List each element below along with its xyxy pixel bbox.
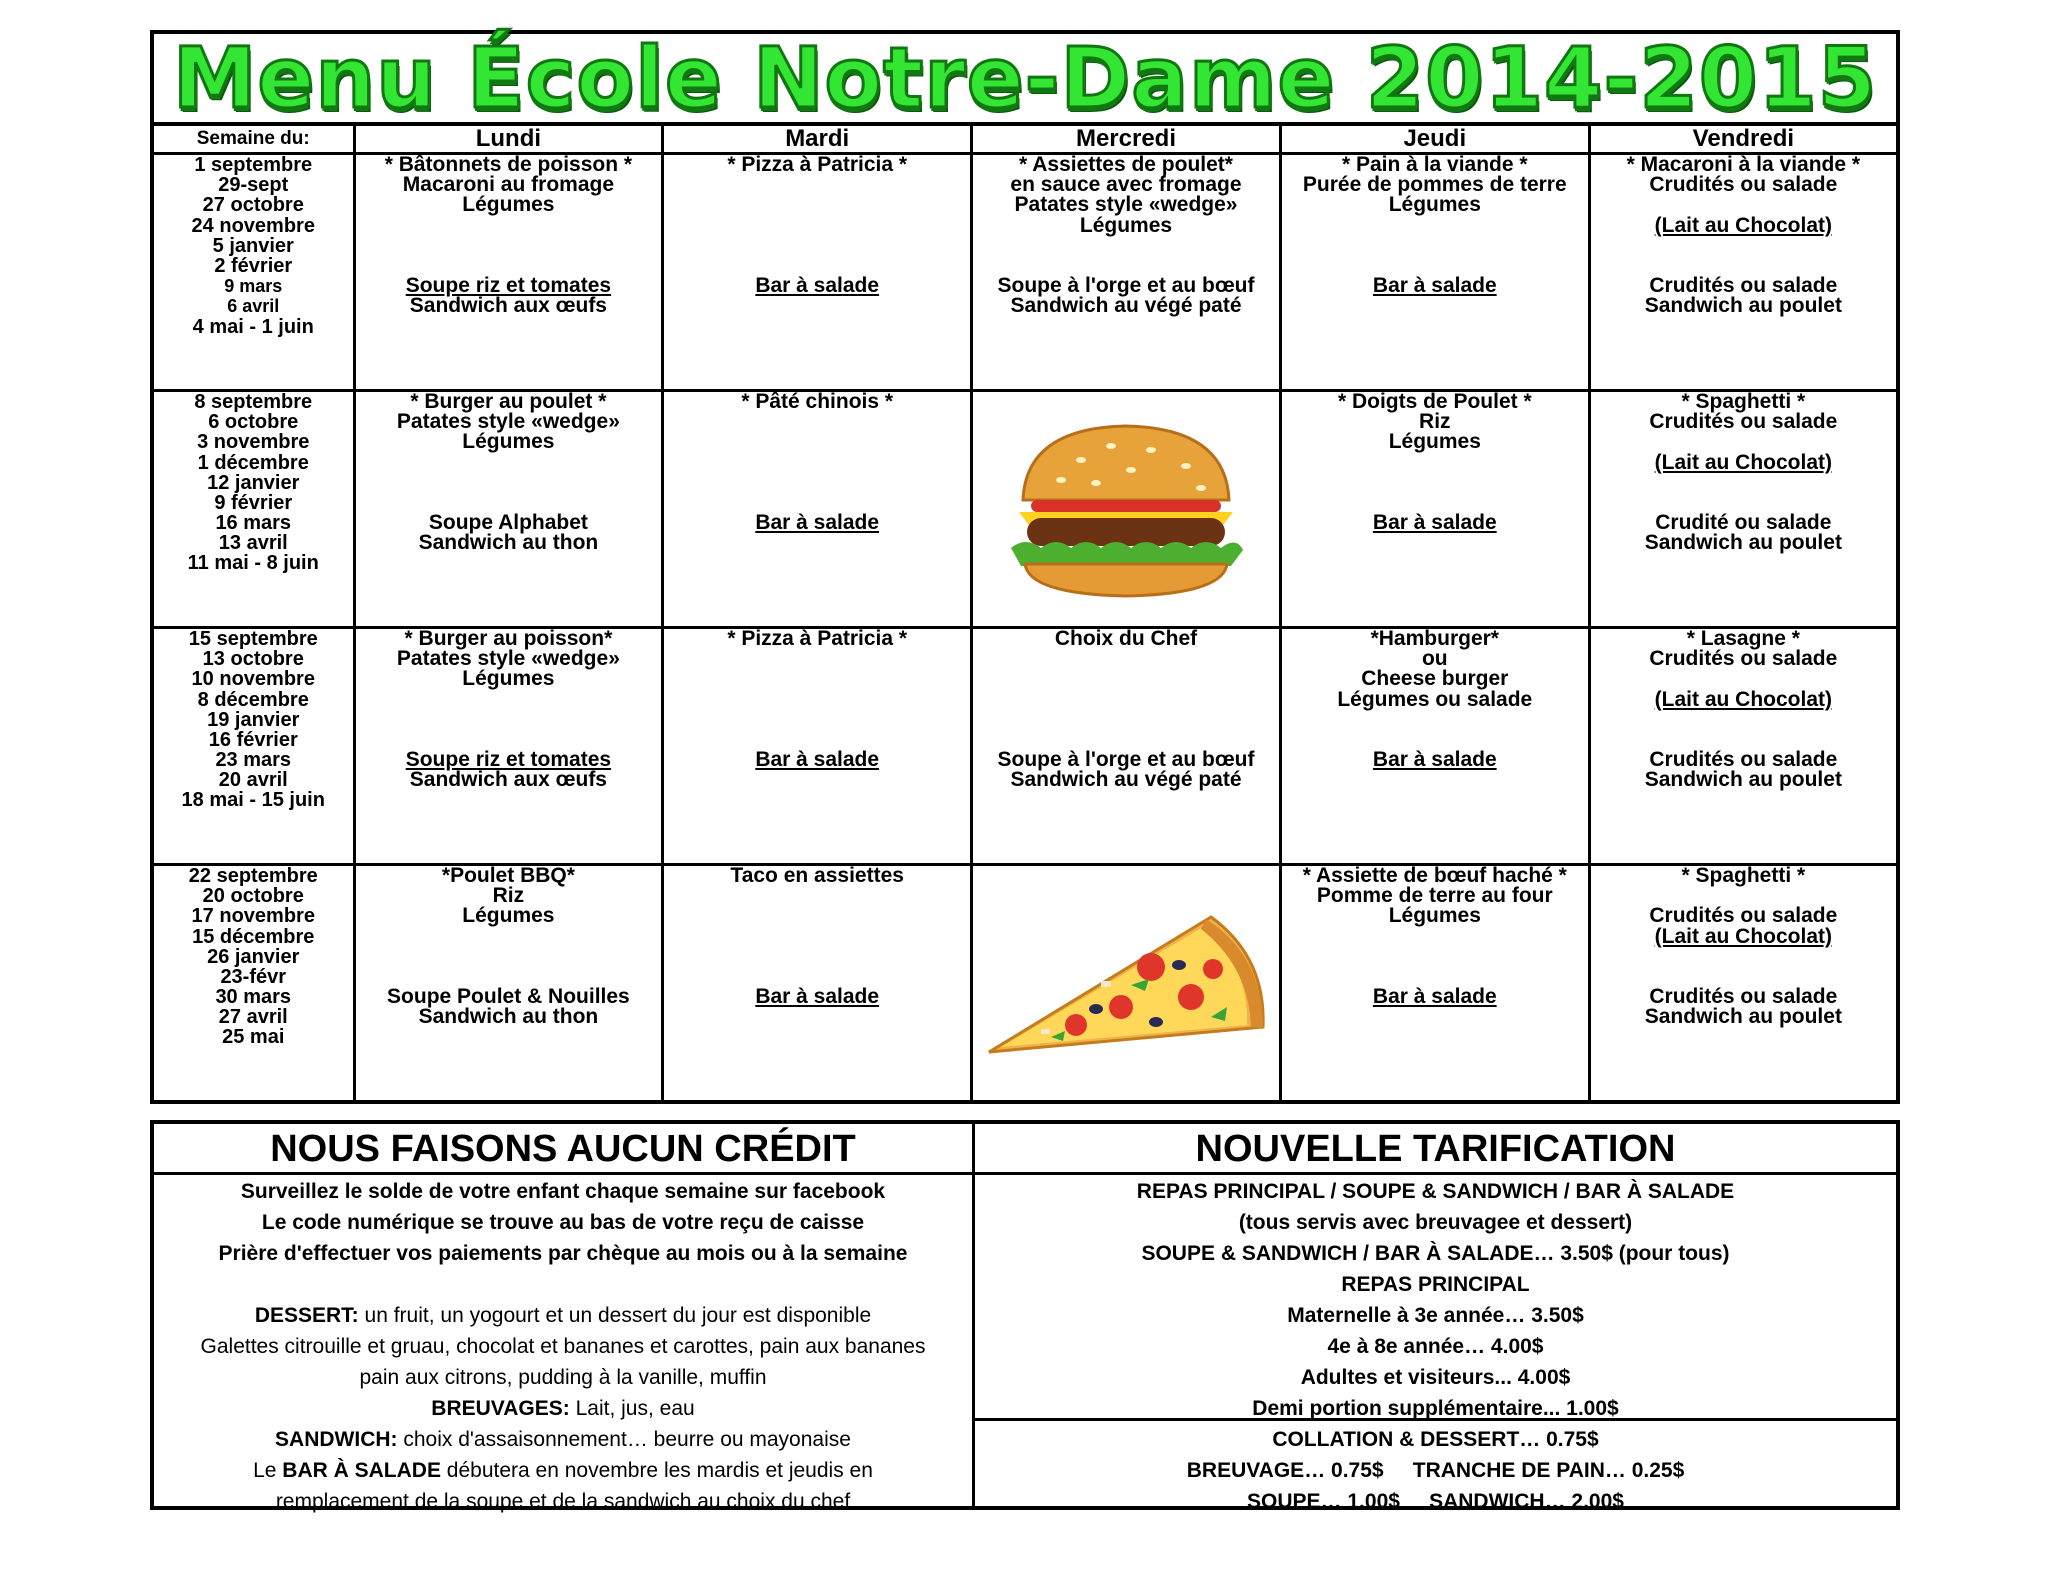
menu-item-alternative: Bar à salade (755, 274, 880, 297)
menu-item-main (1591, 432, 1896, 452)
menu-item-alternative: Bar à salade (1372, 747, 1497, 771)
menu-item-main: Patates style «wedge» (1014, 193, 1238, 217)
day-header-thursday: Jeudi (1280, 124, 1589, 154)
menu-item-main: * Bâtonnets de poisson * (384, 153, 633, 176)
menu-cell-tuesday (663, 154, 972, 391)
menu-week-row (152, 390, 1898, 627)
menu-item-main: Légumes (1388, 904, 1481, 928)
week-date: 26 janvier (207, 945, 300, 968)
burger-illustration (1001, 408, 1251, 608)
menu-item-main: Pomme de terre au four (1316, 884, 1553, 908)
menu-item-main: ou (1421, 647, 1448, 671)
salad-bar-line-2: remplacement de la soupe et de la sandwich au choix du chef (275, 1490, 851, 1513)
menu-item-main: Crudités ou salade (1649, 647, 1838, 671)
menu-item-alternative: Bar à salade (1372, 984, 1497, 1008)
pricing-title: NOUVELLE TARIFICATION (975, 1124, 1896, 1175)
credit-line-facebook: Surveillez le solde de votre enfant chaque semaine sur facebook (240, 1180, 886, 1203)
week-date: 22 septembre (188, 864, 318, 887)
week-date: 19 janvier (207, 708, 300, 731)
breuvages-line (154, 1393, 972, 1424)
menu-item-main: Patates style «wedge» (396, 410, 620, 434)
pricing-divider (975, 1418, 1896, 1421)
menu-item-main: * Spaghetti * (1681, 390, 1806, 413)
menu-item-main: (Lait au Chocolat) (1654, 450, 1833, 474)
menu-header-row (152, 124, 1898, 154)
menu-cell-friday (1589, 154, 1898, 391)
menu-item-alternative: Sandwich au végé paté (1010, 294, 1242, 318)
menu-cell-wednesday (972, 390, 1281, 627)
menu-item-alternative: Sandwich au thon (418, 1005, 599, 1029)
menu-item-alternative: Crudités ou salade (1649, 984, 1838, 1008)
menu-item-alternative: Bar à salade (1372, 274, 1497, 297)
week-date: 6 octobre (208, 411, 299, 434)
menu-item-main: (Lait au Chocolat) (1654, 924, 1833, 948)
menu-item-alternative: Bar à salade (755, 510, 880, 534)
week-date: 10 novembre (191, 668, 315, 691)
week-date: 20 octobre (202, 885, 304, 908)
week-date: 1 décembre (197, 451, 309, 474)
menu-week-row (152, 154, 1898, 391)
sandwich-text: choix d'assaisonnement… beurre ou mayonaise (397, 1428, 851, 1451)
pricing-details (975, 1176, 1896, 1517)
menu-item-alternative: Sandwich au poulet (1644, 294, 1842, 318)
menu-item-main: * Macaroni à la viande * (1626, 153, 1861, 176)
week-date: 9 mars (224, 276, 283, 297)
pricing-line: Demi portion supplémentaire... 1.00$ (1252, 1397, 1619, 1420)
menu-item-alternative: Crudités ou salade (1649, 747, 1838, 771)
menu-item-main: * Spaghetti * (1681, 864, 1806, 887)
breuvages-text: Lait, jus, eau (569, 1397, 695, 1420)
menu-cell-wednesday (972, 154, 1281, 391)
menu-cell-monday (354, 627, 663, 864)
menu-cell-friday (1589, 627, 1898, 864)
menu-item-main: * Burger au poulet * (410, 390, 607, 413)
week-date: 23-févr (220, 965, 287, 988)
menu-item-main: Purée de pommes de terre (1302, 173, 1567, 197)
week-date: 9 février (214, 491, 293, 514)
sandwich-line (154, 1424, 972, 1455)
menu-cell-wednesday (972, 627, 1281, 864)
menu-item-alternative: Crudité ou salade (1655, 510, 1832, 534)
menu-item-main: Légumes (1388, 430, 1481, 454)
week-date: 13 avril (218, 532, 288, 555)
menu-item-alternative: Sandwich au thon (418, 531, 599, 555)
menu-table (150, 122, 1900, 1104)
dessert-text: un fruit, un yogourt et un dessert du jour est disponible (358, 1304, 872, 1327)
salad-bar-prefix: Le (253, 1459, 283, 1482)
week-date: 24 novembre (191, 214, 315, 237)
menu-item-alternative: Sandwich au poulet (1644, 768, 1842, 792)
sandwich-label: SANDWICH: (275, 1428, 398, 1451)
day-header-friday: Vendredi (1589, 124, 1898, 154)
week-dates-cell (152, 864, 354, 1102)
menu-item-main: Légumes (462, 193, 555, 217)
menu-item-main: Macaroni au fromage (402, 173, 615, 197)
credit-details (154, 1176, 972, 1517)
menu-cell-monday (354, 864, 663, 1102)
menu-item-main: Taco en assiettes (730, 864, 904, 887)
dessert-line (154, 1300, 972, 1331)
menu-item-alternative: Soupe Poulet & Nouilles (387, 984, 630, 1008)
week-date: 4 mai - 1 juin (192, 315, 314, 338)
menu-item-main: * Pizza à Patricia * (727, 627, 908, 650)
info-section (150, 1120, 1900, 1513)
week-date: 15 septembre (188, 627, 318, 650)
pricing-line: REPAS PRINCIPAL / SOUPE & SANDWICH / BAR À SALADE (1136, 1180, 1735, 1203)
week-date: 23 mars (215, 749, 292, 772)
menu-item-main: * Assiettes de poulet* (1019, 153, 1233, 176)
week-date: 16 février (208, 728, 298, 751)
menu-item-main: Riz (1419, 410, 1451, 434)
week-date: 30 mars (215, 986, 292, 1009)
week-date: 15 décembre (192, 925, 315, 948)
pizza-illustration-wrapper (973, 866, 1279, 1099)
menu-item-main: Crudités ou salade (1649, 904, 1838, 928)
pricing-line: Adultes et visiteurs... 4.00$ (1300, 1366, 1571, 1389)
week-dates-cell (152, 154, 354, 391)
menu-item-main: Légumes (462, 667, 555, 691)
week-date: 1 septembre (194, 154, 313, 176)
menu-item-main (1591, 669, 1896, 689)
menu-item-alternative: Crudités ou salade (1649, 274, 1838, 297)
week-date: 8 septembre (194, 390, 313, 413)
menu-item-main: * Pizza à Patricia * (727, 153, 908, 176)
pizza-illustration (981, 897, 1271, 1067)
menu-item-main: Légumes (1388, 193, 1481, 217)
menu-item-main (1591, 195, 1896, 215)
day-header-tuesday: Mardi (663, 124, 972, 154)
week-date: 18 mai - 15 juin (181, 789, 325, 812)
week-date: 16 mars (215, 512, 292, 535)
menu-item-main: Crudités ou salade (1649, 173, 1838, 197)
week-date: 27 octobre (202, 194, 304, 217)
week-date: 29-sept (218, 174, 289, 197)
pricing-line: Maternelle à 3e année… 3.50$ (1287, 1304, 1584, 1327)
dessert-label: DESSERT: (254, 1304, 359, 1327)
menu-item-main: Riz (492, 884, 525, 908)
menu-item-main: Cheese burger (1361, 667, 1509, 691)
menu-item-alternative: Soupe Alphabet (428, 510, 588, 534)
menu-item-main: *Poulet BBQ* (441, 864, 575, 887)
day-header-monday: Lundi (354, 124, 663, 154)
week-date: 27 avril (218, 1006, 288, 1029)
pricing-extra-line: SOUPE… 1.00$ SANDWICH… 2.00$ (1247, 1490, 1624, 1513)
menu-item-main: * Doigts de Poulet * (1337, 390, 1532, 413)
menu-cell-thursday (1280, 154, 1589, 391)
menu-item-main: Légumes (462, 430, 555, 454)
credit-line-payment: Prière d'effectuer vos paiements par chèque au mois ou à la semaine (218, 1242, 908, 1265)
menu-cell-monday (354, 390, 663, 627)
day-header-wednesday: Mercredi (972, 124, 1281, 154)
week-dates-cell (152, 390, 354, 627)
menu-item-main: Crudités ou salade (1649, 410, 1838, 434)
week-date: 8 décembre (197, 688, 309, 711)
credit-title: NOUS FAISONS AUCUN CRÉDIT (154, 1124, 972, 1175)
pricing-line: SOUPE & SANDWICH / BAR À SALADE… 3.50$ (pour tous) (1141, 1242, 1730, 1265)
breuvages-label: BREUVAGES: (431, 1397, 570, 1420)
week-date: 12 janvier (207, 471, 300, 494)
week-date: 2 février (214, 254, 293, 277)
menu-item-alternative: Soupe à l'orge et au bœuf (997, 747, 1255, 771)
menu-item-main: * Pâté chinois * (741, 390, 894, 413)
menu-item-alternative: Sandwich aux œufs (409, 768, 607, 792)
menu-cell-thursday (1280, 390, 1589, 627)
menu-item-main: en sauce avec fromage (1010, 173, 1242, 197)
menu-item-alternative: Bar à salade (755, 747, 880, 771)
week-date: 5 janvier (212, 234, 294, 257)
menu-item-main: Légumes ou salade (1337, 687, 1533, 711)
menu-item-main: *Hamburger* (1370, 627, 1499, 650)
menu-cell-tuesday (663, 627, 972, 864)
week-dates-cell (152, 627, 354, 864)
menu-item-main: * Burger au poisson* (404, 627, 613, 650)
pricing-line: REPAS PRINCIPAL (1341, 1273, 1530, 1296)
dessert-list-line-1: Galettes citrouille et gruau, chocolat et bananes et carottes, pain aux bananes (200, 1335, 926, 1358)
menu-item-alternative: Soupe riz et tomates (405, 747, 612, 771)
menu-item-main: * Assiette de bœuf haché * (1302, 864, 1567, 887)
menu-cell-thursday (1280, 627, 1589, 864)
menu-cell-wednesday (972, 864, 1281, 1102)
dessert-list-line-2: pain aux citrons, pudding à la vanille, muffin (359, 1366, 767, 1389)
salad-bar-label: BAR À SALADE (282, 1459, 441, 1482)
menu-item-alternative: Sandwich au végé paté (1010, 768, 1242, 792)
pricing-line: (tous servis avec breuvagee et dessert) (1238, 1211, 1633, 1234)
menu-cell-monday (354, 154, 663, 391)
menu-week-row (152, 864, 1898, 1102)
menu-item-alternative: Soupe à l'orge et au bœuf (997, 274, 1255, 297)
menu-item-alternative: Sandwich au poulet (1644, 1005, 1842, 1029)
menu-cell-thursday (1280, 864, 1589, 1102)
pricing-extra-line: BREUVAGE… 0.75$ TRANCHE DE PAIN… 0.25$ (1186, 1459, 1685, 1482)
menu-cell-tuesday (663, 864, 972, 1102)
menu-item-main: Légumes (1079, 213, 1173, 237)
menu-item-main: Patates style «wedge» (396, 647, 620, 671)
title-banner (150, 29, 1900, 127)
menu-item-main: Légumes (462, 904, 555, 928)
pricing-line: 4e à 8e année… 4.00$ (1327, 1335, 1544, 1358)
menu-cell-tuesday (663, 390, 972, 627)
menu-item-alternative: Sandwich aux œufs (409, 294, 607, 318)
pricing-extra-line: COLLATION & DESSERT… 0.75$ (1272, 1428, 1599, 1451)
salad-bar-text: débutera en novembre les mardis et jeudis en (440, 1459, 873, 1482)
week-date: 13 octobre (202, 648, 304, 671)
page-title: Menu École Notre-Dame 2014-2015 (172, 29, 1878, 127)
menu-week-row (152, 627, 1898, 864)
menu-item-main: * Pain à la viande * (1341, 153, 1528, 176)
menu-item-main (1591, 886, 1896, 906)
week-date: 25 mai (222, 1026, 285, 1049)
menu-item-alternative: Sandwich au poulet (1644, 531, 1842, 555)
menu-item-main: Choix du Chef (1054, 627, 1198, 650)
week-date: 17 novembre (191, 905, 315, 928)
menu-item-alternative: Bar à salade (755, 984, 880, 1008)
menu-cell-friday (1589, 864, 1898, 1102)
menu-item-alternative: Soupe riz et tomates (405, 274, 612, 297)
week-date: 11 mai - 8 juin (187, 552, 319, 575)
menu-item-main: * Lasagne * (1686, 627, 1800, 650)
menu-item-alternative: Bar à salade (1372, 510, 1497, 534)
week-column-header: Semaine du: (152, 124, 354, 154)
menu-item-main: (Lait au Chocolat) (1654, 687, 1833, 711)
credit-line-code: Le code numérique se trouve au bas de votre reçu de caisse (261, 1211, 865, 1234)
salad-bar-line (154, 1455, 972, 1486)
menu-item-main: (Lait au Chocolat) (1654, 213, 1833, 237)
week-date: 6 avril (227, 296, 280, 317)
week-date: 20 avril (218, 769, 288, 792)
week-date: 3 novembre (197, 431, 310, 454)
burger-illustration-wrapper (973, 392, 1279, 625)
menu-cell-friday (1589, 390, 1898, 627)
